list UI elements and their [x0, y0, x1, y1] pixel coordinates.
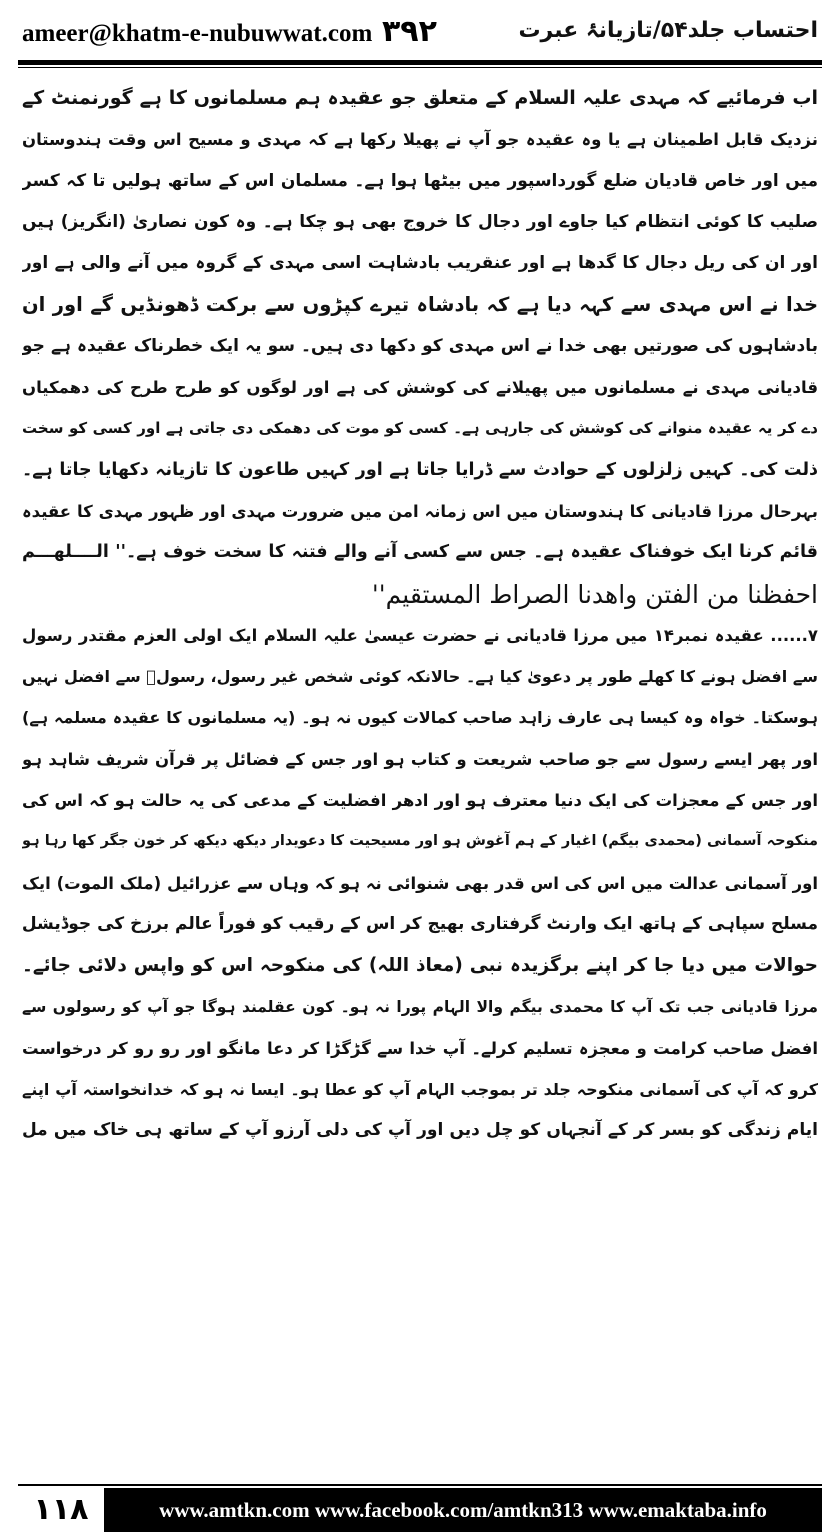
text-line: بادشاہوں کی صورتیں بھی خدا نے اس مہدی کو دکھا دی ہیں۔ سو یہ ایک خطرناک عقیدہ ہے جو	[22, 335, 818, 356]
text-line: اور ان کی ریل دجال کا گدھا ہے اور عنقریب بادشاہت اسی مہدی کے گروہ میں آنے والی ہے اور	[22, 253, 818, 274]
page-footer	[18, 1488, 822, 1532]
text-line: ذلت کی۔ کہیں زلزلوں کے حوادث سے ڈرایا جاتا ہے اور کہیں طاعون کا تازیانہ دکھایا جاتا ہے۔	[22, 459, 818, 480]
text-line: اب فرمائیے کہ مہدی علیہ السلام کے متعلق جو عقیدہ ہم مسلمانوں کا ہے گورنمنٹ کے	[22, 87, 818, 109]
text-line: نزدیک قابل اطمینان ہے یا وہ عقیدہ جو آپ نے پھیلا رکھا ہے کہ مہدی و مسیح اس وقت ہندوستان	[22, 130, 818, 150]
text-line: مسلح سپاہی کے ہاتھ ایک وارنٹ گرفتاری بھیج کر اس کے رقیب کو فوراً عالم برزخ کی جوڈیشل	[22, 913, 818, 934]
text-line: کرو کہ آپ کی آسمانی منکوحہ جلد تر بموجب الہام آپ کو عطا ہو۔ ایسا نہ ہو کہ خدانخواستہ آپ اپنے	[22, 1080, 818, 1100]
text-line: بہرحال مرزا قادیانی کا ہندوستان میں اس زمانہ امن میں ضرورت مہدی اور ظہور مہدی کا عقیدہ	[22, 501, 818, 521]
header-rule-thick	[18, 60, 822, 65]
document-body	[22, 78, 818, 1152]
text-line: سے افضل ہونے کا کھلے طور پر دعویٰ کیا ہے۔ حالانکہ کوئی شخص غیر رسول، رسولؑ سے افضل نہیں	[22, 667, 818, 687]
text-line: افضل صاحب کرامت و معجزہ تسلیم کرلے۔ آپ خدا سے گڑگڑا کر دعا مانگو اور رو رو کر درخواست	[22, 1038, 818, 1058]
text-line: ۷...... عقیدہ نمبر۱۴ میں مرزا قادیانی نے حضرت عیسیٰ علیہ السلام ایک اولی العزم مقتدر رسول	[22, 625, 818, 645]
text-line: خدا نے اس مہدی سے کہہ دیا ہے کہ بادشاہ تیرے کپڑوں سے برکت ڈھونڈیں گے اور ان	[22, 293, 818, 317]
text-line: قادیانی مہدی نے مسلمانوں میں پھیلانے کی کوشش کی ہے اور لوگوں کو طرح طرح کی دھمکیاں	[22, 378, 818, 398]
footer-rule	[18, 1484, 822, 1486]
text-line: صلیب کا کوئی انتظام کیا جاوے اور دجال کا خروج بھی ہو چکا ہے۔ وہ کون نصاریٰ (انگریز) ہیں	[22, 211, 818, 232]
arabic-prayer-line: احفظنا من الفتن واهدنا الصراط المستقيم''	[371, 579, 818, 609]
text-line: اور پھر ایسے رسول سے جو صاحب شریعت و کتاب ہو اور جس کے فضائل پر قرآن شریف شاہد ہو	[22, 749, 818, 769]
header-rule-thin	[18, 67, 822, 68]
page-header	[0, 0, 840, 70]
header-page-number: ۳۹۲	[382, 14, 437, 49]
text-line: میں اور خاص قادیان ضلع گورداسپور میں بیٹھا ہوا ہے۔ مسلمان اس کے ساتھ ہولیں تا کہ کسر	[22, 170, 818, 191]
text-line: منکوحہ آسمانی (محمدی بیگم) اغیار کے ہم آغوش ہو اور مسیحیت کا دعویدار دیکھ دیکھ کر خون جگر کھا رہا ہو	[22, 833, 818, 850]
footer-links: www.amtkn.com www.facebook.com/amtkn313 www.emaktaba.info	[104, 1488, 822, 1532]
text-line: اور آسمانی عدالت میں اس کی اس قدر بھی شنوائی نہ ہو کہ وہاں سے عزرائیل (ملک الموت) ایک	[22, 873, 818, 893]
text-line: حوالات میں دیا جا کر اپنے برگزیدہ نبی (معاذ اللہ) کی منکوحہ اس کو واپس دلائی جائے۔	[22, 955, 818, 977]
footer-page-number: ۱۱۸	[18, 1488, 104, 1532]
text-line: دے کر یہ عقیدہ منوانے کی کوشش کی جارہی ہے۔ کسی کو موت کی دھمکی دی جاتی ہے اور کسی کو سخت	[22, 419, 818, 438]
header-running-title: احتساب جلد۵۴/تازیانۂ عبرت	[518, 18, 818, 43]
text-line: مرزا قادیانی جب تک آپ کا محمدی بیگم والا الہام پورا نہ ہو۔ کون عقلمند ہوگا جو آپ کو رسولوں سے	[22, 997, 818, 1016]
text-line: ہوسکتا۔ خواہ وہ کیسا ہی عارف زاہد صاحب کمالات کیوں نہ ہو۔ (یہ مسلمانوں کا عقیدہ مسلمہ ہے)	[22, 708, 818, 728]
header-email: ameer@khatm-e-nubuwwat.com	[22, 20, 373, 47]
text-line: ایام زندگی کو بسر کر کے آنجہاں کو چل دیں اور آپ کی دلی آرزو آپ کے ساتھ ہی خاک میں مل	[22, 1120, 818, 1141]
text-line: اور جس کے معجزات کی ایک دنیا معترف ہو اور ادھر افضلیت کے مدعی کی یہ حالت ہو کہ اس کی	[22, 791, 818, 811]
text-line: قائم کرنا ایک خوفناک عقیدہ ہے۔ جس سے کسی آنے والے فتنہ کا سخت خوف ہے۔'' الــــلهـــم	[22, 542, 818, 563]
